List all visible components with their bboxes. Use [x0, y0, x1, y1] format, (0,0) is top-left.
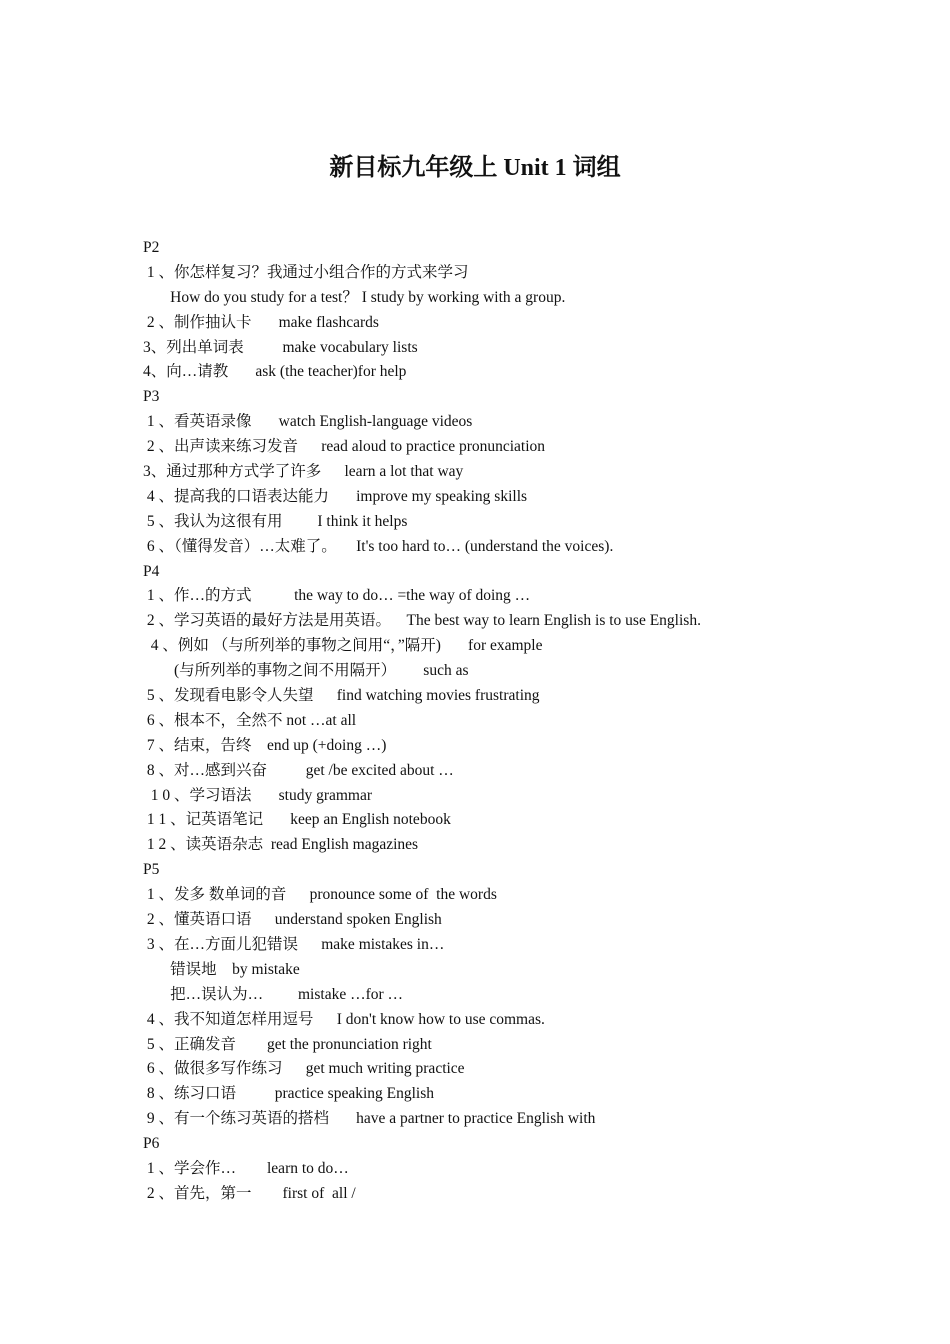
phrase-line: 2 、出声读来练习发音 read aloud to practice pronunciation: [143, 438, 546, 456]
phrase-line: How do you study for a test？ I study by working with a group.: [143, 288, 566, 306]
phrase-line: 1 、作…的方式 the way to do… =the way of doing …: [143, 587, 531, 605]
phrase-line: (与所列举的事物之间不用隔开） such as: [143, 662, 469, 680]
phrase-line: 2 、懂英语口语 understand spoken English: [143, 911, 442, 929]
phrase-line: 3、通过那种方式学了许多 learn a lot that way: [143, 463, 464, 481]
page-section-heading: P5: [143, 861, 160, 879]
phrase-line: 3、列出单词表 make vocabulary lists: [143, 338, 418, 356]
phrase-line: 7 、结束，告终 end up (+doing …): [143, 736, 387, 754]
page-section-heading: P4: [143, 562, 160, 580]
phrase-line: 1 1 、记英语笔记 keep an English notebook: [143, 811, 451, 829]
vocabulary-list: [143, 236, 923, 1207]
phrase-line: 5 、我认为这很有用 I think it helps: [143, 512, 408, 530]
page-section-heading: P2: [143, 239, 160, 256]
phrase-line: 1 0 、学习语法 study grammar: [143, 786, 373, 804]
phrase-line: 9 、有一个练习英语的搭档 have a partner to practice English with: [143, 1110, 596, 1128]
phrase-line: 6 、（懂得发音）…太难了。 It's too hard to… (understand the voices).: [143, 537, 614, 555]
page-section-heading: P6: [143, 1135, 160, 1153]
phrase-line: 把…误认为… mistake …for …: [143, 985, 404, 1003]
phrase-line: 1 、看英语录像 watch English-language videos: [143, 413, 473, 431]
phrase-line: 4 、我不知道怎样用逗号 I don't know how to use commas.: [143, 1010, 545, 1028]
phrase-line: 6 、根本不，全然不 not …at all: [143, 711, 357, 729]
phrase-line: 1 、发多 数单词的音 pronounce some of the words: [143, 886, 497, 904]
phrase-line: 5 、发现看电影令人失望 find watching movies frustrating: [143, 687, 540, 705]
phrase-line: 2 、首先，第一 first of all /: [143, 1184, 356, 1202]
phrase-line: 5 、正确发音 get the pronunciation right: [143, 1035, 432, 1053]
phrase-line: 错误地 by mistake: [143, 960, 300, 978]
phrase-line: 3 、在…方面儿犯错误 make mistakes in…: [143, 935, 445, 953]
phrase-line: 8 、对…感到兴奋 get /be excited about …: [143, 761, 454, 779]
phrase-line: 1 、你怎样复习？我通过小组合作的方式来学习: [143, 263, 469, 281]
phrase-line: 1 2 、读英语杂志 read English magazines: [143, 836, 419, 854]
phrase-line: 2 、制作抽认卡 make flashcards: [143, 313, 379, 331]
phrase-line: 2 、学习英语的最好方法是用英语。 The best way to learn English is to use English.: [143, 612, 701, 630]
phrase-line: 6 、做很多写作练习 get much writing practice: [143, 1060, 465, 1078]
phrase-line: 8 、练习口语 practice speaking English: [143, 1085, 435, 1103]
phrase-line: 4 、例如 （与所列举的事物之间用“，”隔开) for example: [143, 637, 543, 655]
phrase-line: 4、向…请教 ask (the teacher)for help: [143, 363, 407, 381]
page-section-heading: P3: [143, 388, 160, 406]
phrase-line: 1 、学会作… learn to do…: [143, 1159, 349, 1177]
document-title: 新目标九年级上 Unit 1 词组: [329, 155, 621, 181]
phrase-line: 4 、提高我的口语表达能力 improve my speaking skills: [143, 487, 528, 505]
